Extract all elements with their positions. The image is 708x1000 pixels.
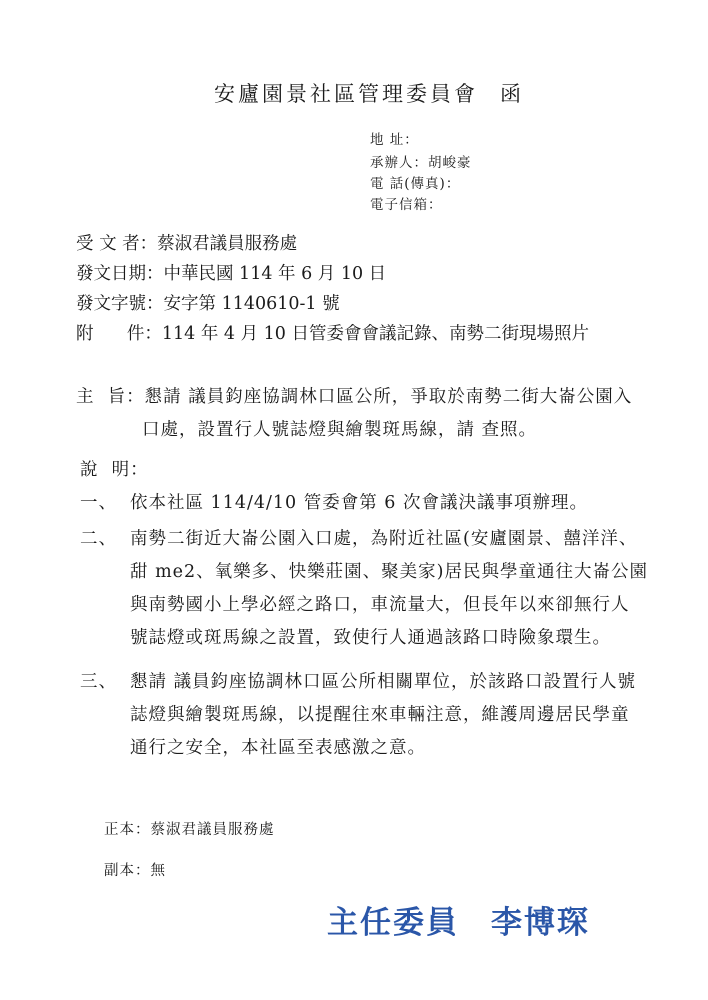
attachment-label: 附 件： <box>76 324 162 344</box>
item-1-line-1: 依本社區 114/4/10 管委會第 6 次會議決議事項辦理。 <box>130 493 588 513</box>
item-number-1: 一、 <box>80 493 117 513</box>
item-number-2: 二、 <box>80 529 117 549</box>
signature-name: 李博琛 <box>491 905 590 941</box>
item-number-3: 三、 <box>80 672 117 692</box>
docno-row <box>76 290 340 315</box>
attachment-row <box>76 320 589 345</box>
recipient-label: 受 文 者： <box>76 234 158 254</box>
contact-email: 電子信箱： <box>370 197 443 213</box>
org-name: 安廬園景社區管理委員會 <box>214 82 478 106</box>
docno-label: 發文字號： <box>76 294 164 314</box>
recipient-row <box>76 230 297 255</box>
contact-phone: 電 話(傳真)： <box>370 176 461 192</box>
item-3-line-3: 通行之安全，本社區至表感激之意。 <box>130 738 426 758</box>
recipient-value: 蔡淑君議員服務處 <box>157 234 298 254</box>
item-2-line-2: 甜 me2、氧樂多、快樂莊園、聚美家)居民與學童通往大崙公園 <box>130 562 648 582</box>
signature-stamp <box>327 897 590 942</box>
item-2-line-3: 與南勢國小上學必經之路口，車流量大，但長年以來卻無行人 <box>130 595 630 615</box>
attachment-value: 114 年 4 月 10 日管委會會議記錄、南勢二街現場照片 <box>161 324 590 344</box>
subject-line-2: 口處，設置行人號誌燈與繪製斑馬線，請 查照。 <box>142 420 538 440</box>
item-3-line-1: 懇請 議員鈞座協調林口區公所相關單位，於該路口設置行人號 <box>130 672 637 692</box>
item-2-line-4: 號誌燈或斑馬線之設置，致使行人通過該路口時險象環生。 <box>130 628 611 648</box>
contact-handler: 承辦人：胡峻豪 <box>370 155 472 171</box>
letter-type: 函 <box>500 82 524 106</box>
date-value: 中華民國 114 年 6 月 10 日 <box>163 264 387 284</box>
original-recipient: 正本：蔡淑君議員服務處 <box>104 822 275 838</box>
item-3-line-2: 誌燈與繪製斑馬線，以提醒往來車輛注意，維護周邊居民學童 <box>130 705 630 725</box>
letter-title <box>0 78 708 108</box>
subject-row <box>76 383 632 408</box>
item-2-line-1: 南勢二街近大崙公園入口處，為附近社區(安廬園景、囍洋洋、 <box>130 529 638 549</box>
subject-line-1: 懇請 議員鈞座協調林口區公所，爭取於南勢二街大崙公園入 <box>144 387 633 407</box>
date-label: 發文日期： <box>76 264 164 284</box>
contact-address: 地 址： <box>370 132 419 148</box>
date-row <box>76 260 386 285</box>
explanation-label: 說 明： <box>80 460 149 480</box>
docno-value: 安字第 1140610-1 號 <box>163 294 340 314</box>
signature-title: 主任委員 <box>327 905 459 941</box>
subject-label: 主 旨： <box>76 387 145 407</box>
copy-recipient: 副本：無 <box>104 863 166 879</box>
